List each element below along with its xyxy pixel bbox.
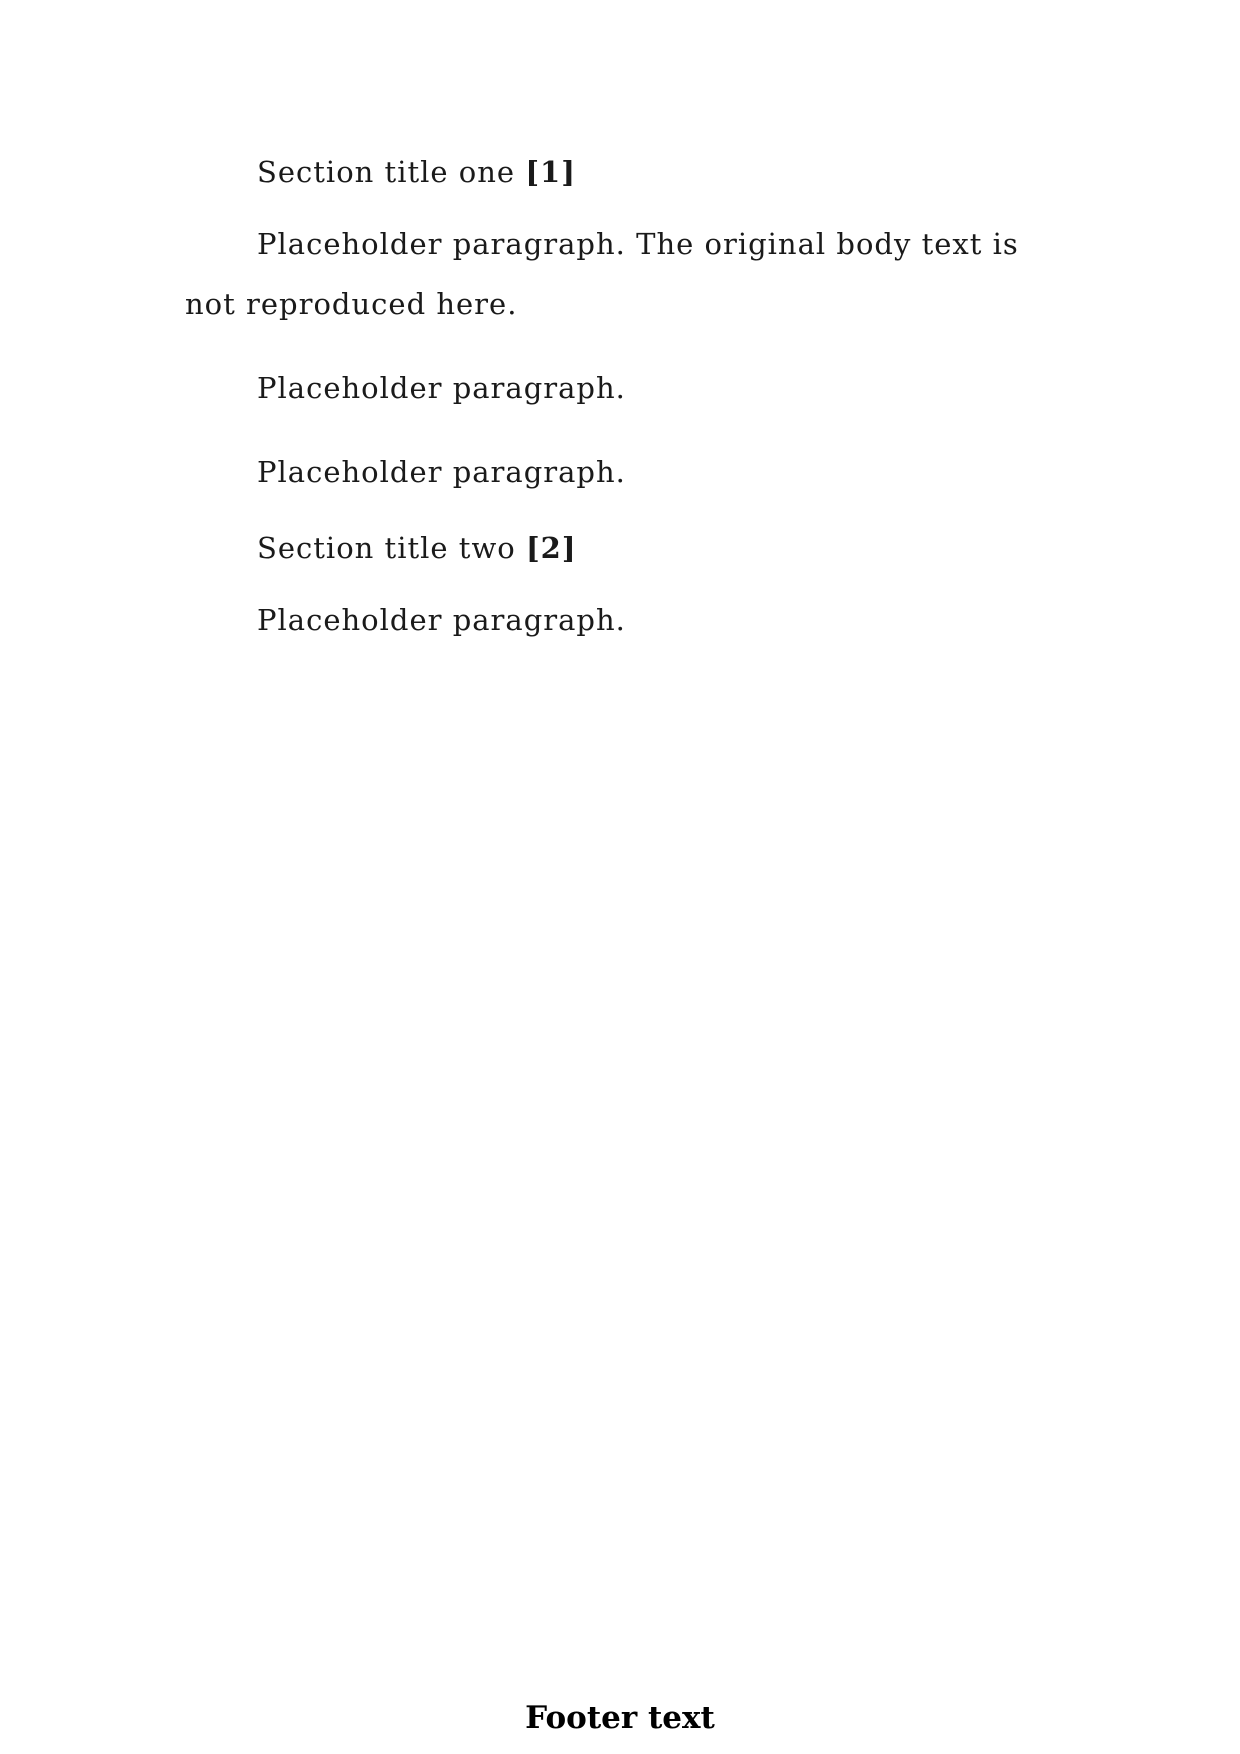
paragraph: Placeholder paragraph. [257,455,626,489]
section-title-1-text: Section title one [257,155,516,189]
document-body [185,150,1055,674]
paragraph: Placeholder paragraph. The original body text is not reproduced here. [185,227,1019,321]
paragraph: Placeholder paragraph. [257,371,626,405]
paragraph: Placeholder paragraph. [257,603,626,637]
page-footer: Footer text [525,1700,715,1736]
section-title-2 [185,526,1055,570]
section-title-1 [185,150,1055,194]
section-title-2-number: [2] [525,531,577,565]
section-title-1-number: [1] [525,155,576,189]
section-title-2-text: Section title two [257,531,516,565]
